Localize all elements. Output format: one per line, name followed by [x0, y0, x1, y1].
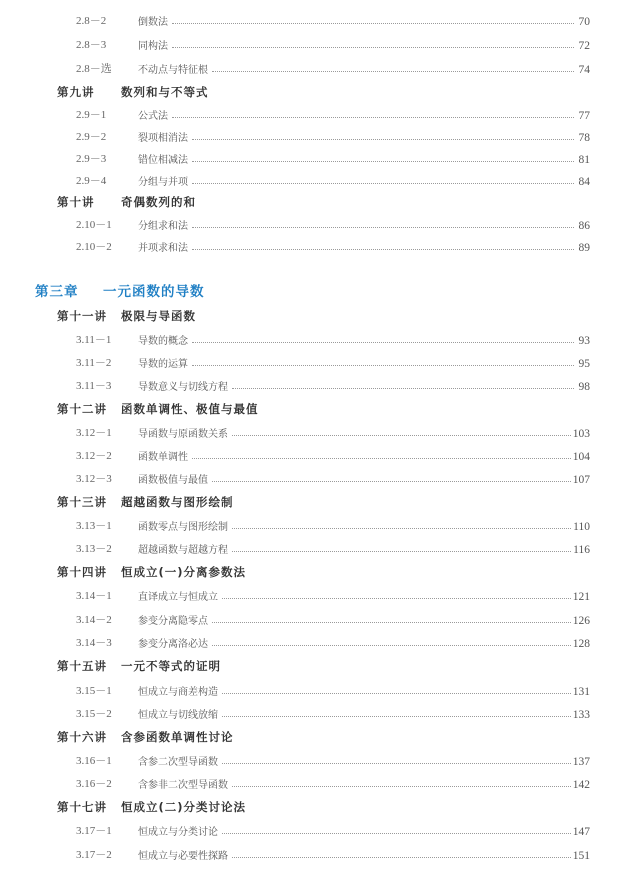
section-title: 函数极值与最值	[138, 475, 208, 486]
page-number: 70	[578, 16, 590, 28]
section-title: 恒成立与商差构造	[138, 687, 218, 698]
toc-entry[interactable]	[76, 32, 590, 52]
page-number: 84	[578, 176, 590, 188]
section-title: 参变分离隐零点	[138, 616, 208, 627]
toc-entry[interactable]	[76, 420, 590, 440]
section-title: 函数零点与图形绘制	[138, 522, 228, 533]
page-number: 126	[572, 615, 590, 627]
section-number: 2.9－3	[76, 153, 107, 165]
page-number: 86	[578, 220, 590, 232]
page-number: 78	[578, 132, 590, 144]
dot-leader	[192, 182, 574, 184]
toc-entry[interactable]	[76, 350, 590, 370]
section-title: 导数的运算	[138, 359, 188, 370]
page-number: 93	[578, 335, 590, 347]
toc-entry[interactable]	[76, 513, 590, 533]
page-number: 137	[572, 756, 590, 768]
section-number: 3.14－3	[76, 637, 112, 649]
page-number: 133	[572, 709, 590, 721]
lecture-title: 极限与导函数	[121, 309, 196, 323]
toc-entry[interactable]	[76, 146, 590, 166]
toc-entry[interactable]	[76, 234, 590, 254]
page-number: 95	[578, 358, 590, 370]
dot-leader	[222, 692, 571, 694]
lecture-heading	[57, 304, 597, 324]
page-number: 81	[578, 154, 590, 166]
lecture-heading	[57, 490, 597, 510]
toc-entry[interactable]	[76, 8, 590, 28]
chapter-number: 第三章	[35, 284, 79, 300]
page-number: 77	[578, 110, 590, 122]
lecture-number: 第九讲	[57, 85, 95, 99]
lecture-heading	[57, 397, 597, 417]
dot-leader	[192, 457, 571, 459]
toc-entry[interactable]	[76, 466, 590, 486]
lecture-heading	[57, 560, 597, 580]
lecture-heading	[57, 795, 597, 815]
dot-leader	[222, 715, 571, 717]
toc-entry[interactable]	[76, 701, 590, 721]
section-number: 2.9－2	[76, 131, 107, 143]
section-title: 同构法	[138, 41, 168, 52]
page-number: 128	[572, 638, 590, 650]
lecture-title: 恒成立(二)分类讨论法	[121, 800, 247, 814]
section-number: 3.12－2	[76, 450, 112, 462]
section-title: 含参二次型导函数	[138, 757, 218, 768]
lecture-heading	[57, 190, 597, 210]
section-number: 2.8－3	[76, 39, 107, 51]
section-title: 分组与并项	[138, 177, 188, 188]
section-title: 不动点与特征根	[138, 65, 208, 76]
dot-leader	[172, 22, 574, 24]
section-number: 3.16－1	[76, 755, 112, 767]
section-number: 2.9－1	[76, 109, 107, 121]
section-number: 3.13－2	[76, 543, 112, 555]
lecture-heading	[57, 654, 597, 674]
lecture-title: 数列和与不等式	[121, 85, 209, 99]
page-number: 74	[578, 64, 590, 76]
section-number: 2.8－2	[76, 15, 107, 27]
section-number: 3.11－2	[76, 357, 112, 369]
lecture-number: 第十七讲	[57, 800, 107, 814]
lecture-number: 第十四讲	[57, 565, 107, 579]
section-title: 分组求和法	[138, 221, 188, 232]
section-title: 含参非二次型导函数	[138, 780, 228, 791]
lecture-title: 奇偶数列的和	[121, 195, 196, 209]
dot-leader	[192, 226, 574, 228]
toc-entry[interactable]	[76, 212, 590, 232]
section-title: 并项求和法	[138, 243, 188, 254]
section-number: 2.10－1	[76, 219, 112, 231]
toc-entry[interactable]	[76, 583, 590, 603]
dot-leader	[212, 621, 571, 623]
lecture-title: 恒成立(一)分离参数法	[121, 565, 247, 579]
toc-entry[interactable]	[76, 607, 590, 627]
section-number: 3.11－1	[76, 334, 112, 346]
lecture-title: 超越函数与图形绘制	[121, 495, 234, 509]
section-number: 3.16－2	[76, 778, 112, 790]
toc-entry[interactable]	[76, 327, 590, 347]
toc-entry[interactable]	[76, 630, 590, 650]
section-number: 3.12－3	[76, 473, 112, 485]
toc-entry[interactable]	[76, 678, 590, 698]
lecture-heading	[57, 725, 597, 745]
dot-leader	[232, 550, 571, 552]
lecture-title: 一元不等式的证明	[121, 659, 221, 673]
section-number: 3.15－2	[76, 708, 112, 720]
section-number: 2.9－4	[76, 175, 107, 187]
toc-entry[interactable]	[76, 373, 590, 393]
dot-leader	[192, 248, 574, 250]
page-number: 121	[572, 591, 590, 603]
page-number: 98	[578, 381, 590, 393]
lecture-number: 第十三讲	[57, 495, 107, 509]
section-title: 恒成立与切线放缩	[138, 710, 218, 721]
dot-leader	[222, 832, 571, 834]
dot-leader	[212, 480, 571, 482]
lecture-title: 含参函数单调性讨论	[121, 730, 234, 744]
dot-leader	[232, 434, 571, 436]
page-number: 110	[573, 521, 590, 533]
section-number: 3.13－1	[76, 520, 112, 532]
section-title: 倒数法	[138, 17, 168, 28]
lecture-number: 第十二讲	[57, 402, 107, 416]
toc-entry[interactable]	[76, 56, 590, 76]
page-number: 131	[572, 686, 590, 698]
section-title: 函数单调性	[138, 452, 188, 463]
toc-entry[interactable]	[76, 168, 590, 188]
lecture-number: 第十五讲	[57, 659, 107, 673]
dot-leader	[232, 527, 571, 529]
dot-leader	[212, 70, 574, 72]
section-title: 导数的概念	[138, 336, 188, 347]
chapter-title: 一元函数的导数	[103, 284, 205, 300]
page-number: 72	[578, 40, 590, 52]
section-number: 3.14－2	[76, 614, 112, 626]
dot-leader	[232, 856, 571, 858]
section-title: 参变分离洛必达	[138, 639, 208, 650]
page-number: 107	[572, 474, 590, 486]
dot-leader	[172, 116, 574, 118]
section-title: 恒成立与分类讨论	[138, 827, 218, 838]
toc-entry[interactable]	[76, 748, 590, 768]
section-title: 超越函数与超越方程	[138, 545, 228, 556]
dot-leader	[232, 387, 574, 389]
section-number: 2.10－2	[76, 241, 112, 253]
dot-leader	[222, 597, 571, 599]
section-title: 错位相减法	[138, 155, 188, 166]
section-number: 3.17－1	[76, 825, 112, 837]
section-title: 导数意义与切线方程	[138, 382, 228, 393]
dot-leader	[192, 138, 574, 140]
dot-leader	[192, 364, 574, 366]
section-title: 恒成立与必要性探路	[138, 851, 228, 862]
toc-entry[interactable]	[76, 771, 590, 791]
toc-entry[interactable]	[76, 443, 590, 463]
dot-leader	[232, 785, 571, 787]
toc-entry[interactable]	[76, 124, 590, 144]
section-title: 直译成立与恒成立	[138, 592, 218, 603]
page-number: 116	[573, 544, 590, 556]
section-number: 3.12－1	[76, 427, 112, 439]
toc-entry[interactable]	[76, 818, 590, 838]
page-number: 103	[572, 428, 590, 440]
lecture-number: 第十六讲	[57, 730, 107, 744]
page-number: 147	[572, 826, 590, 838]
section-title: 公式法	[138, 111, 168, 122]
dot-leader	[192, 160, 574, 162]
lecture-number: 第十讲	[57, 195, 95, 209]
lecture-title: 函数单调性、极值与最值	[121, 402, 259, 416]
page-number: 89	[578, 242, 590, 254]
lecture-number: 第十一讲	[57, 309, 107, 323]
toc-entry[interactable]	[76, 842, 590, 862]
section-number: 3.14－1	[76, 590, 112, 602]
page-number: 151	[572, 850, 590, 862]
section-number: 3.11－3	[76, 380, 112, 392]
dot-leader	[212, 644, 571, 646]
chapter-heading	[35, 280, 595, 300]
dot-leader	[222, 762, 571, 764]
lecture-heading	[57, 80, 597, 100]
section-number: 3.17－2	[76, 849, 112, 861]
page-number: 104	[572, 451, 590, 463]
dot-leader	[172, 46, 574, 48]
section-title: 导函数与原函数关系	[138, 429, 228, 440]
page-number: 142	[572, 779, 590, 791]
section-title: 裂项相消法	[138, 133, 188, 144]
section-number: 3.15－1	[76, 685, 112, 697]
section-number: 2.8－选	[76, 63, 112, 75]
toc-entry[interactable]	[76, 536, 590, 556]
toc-entry[interactable]	[76, 102, 590, 122]
dot-leader	[192, 341, 574, 343]
